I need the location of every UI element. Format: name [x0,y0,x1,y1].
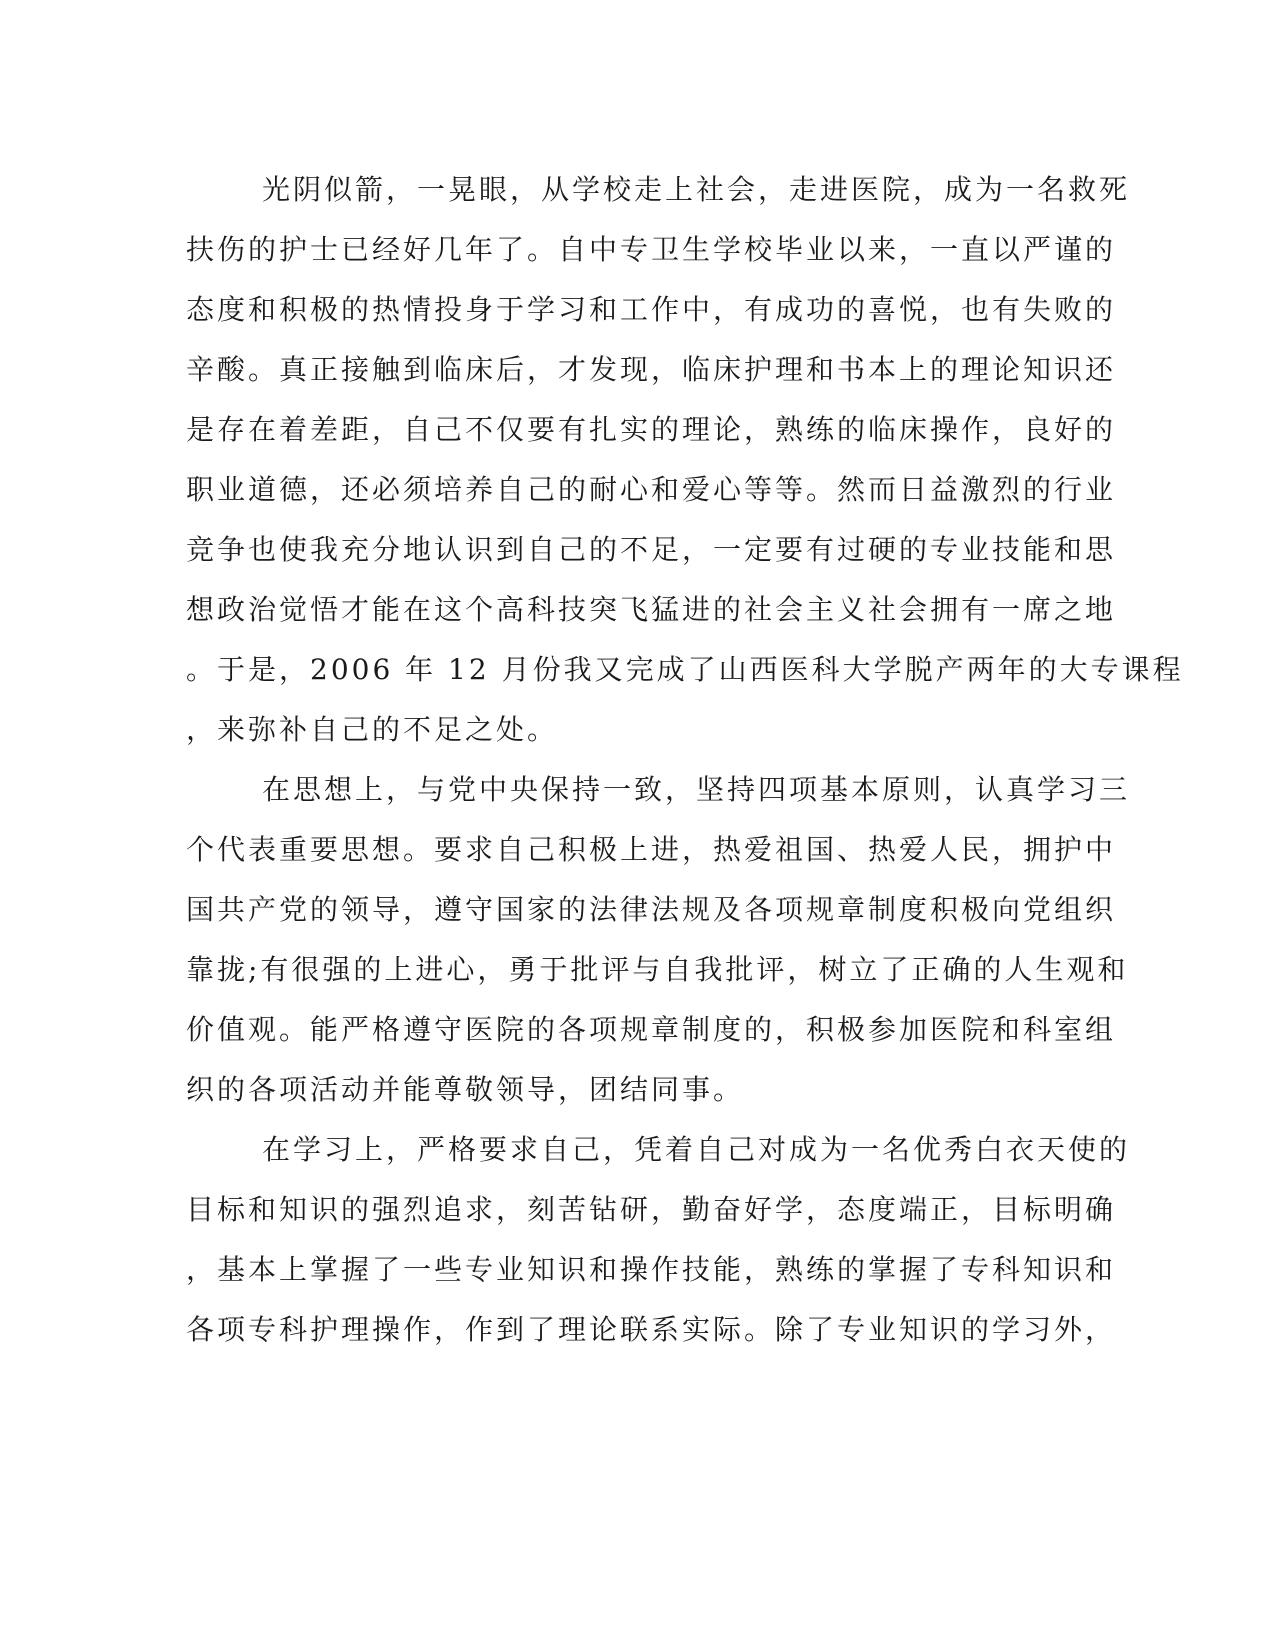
paragraph-line: 织的各项活动并能尊敬领导，团结同事。 [186,1073,745,1106]
paragraph-line: 价值观。能严格遵守医院的各项规章制度的，积极参加医院和科室组 [186,1013,1117,1046]
paragraph-line: 国共产党的领导，遵守国家的法律法规及各项规章制度积极向党组织 [186,893,1117,926]
paragraph-line: 职业道德，还必须培养自己的耐心和爱心等等。然而日益激烈的行业 [186,473,1117,506]
paragraph-line: 态度和积极的热情投身于学习和工作中，有成功的喜悦，也有失败的 [186,293,1117,326]
paragraph-line: 在学习上，严格要求自己，凭着自己对成为一名优秀白衣天使的 [262,1133,1131,1166]
paragraph-line: 是存在着差距，自己不仅要有扎实的理论，熟练的临床操作，良好的 [186,413,1117,446]
paragraph-line: 各项专科护理操作，作到了理论联系实际。除了专业知识的学习外， [186,1313,1117,1346]
paragraph-2 [186,760,1131,1120]
paragraph-line: 辛酸。真正接触到临床后，才发现，临床护理和书本上的理论知识还 [186,353,1117,386]
paragraph-line: ，基本上掌握了一些专业知识和操作技能，熟练的掌握了专科知识和 [186,1253,1117,1286]
paragraph-line: 个代表重要思想。要求自己积极上进，热爱祖国、热爱人民，拥护中 [186,833,1117,866]
paragraph-line: 靠拢;有很强的上进心，勇于批评与自我批评，树立了正确的人生观和 [186,953,1129,986]
paragraph-line: 目标和知识的强烈追求，刻苦钻研，勤奋好学，态度端正，目标明确 [186,1193,1117,1226]
paragraph-line: 光阴似箭，一晃眼，从学校走上社会，走进医院，成为一名救死 [262,173,1131,206]
paragraph-3 [186,1120,1131,1360]
paragraph-line: 。于是，2006 年 12 月份我又完成了山西医科大学脱产两年的大专课程 [186,653,1184,686]
paragraph-line: 在思想上，与党中央保持一致，坚持四项基本原则，认真学习三 [262,773,1131,806]
paragraph-1 [186,160,1184,760]
paragraph-line: 想政治觉悟才能在这个高科技突飞猛进的社会主义社会拥有一席之地 [186,593,1117,626]
paragraph-line: 扶伤的护士已经好几年了。自中专卫生学校毕业以来，一直以严谨的 [186,233,1117,266]
document-body [186,160,1184,1360]
paragraph-line: 竞争也使我充分地认识到自己的不足，一定要有过硬的专业技能和思 [186,533,1117,566]
paragraph-line: ，来弥补自己的不足之处。 [186,713,559,746]
